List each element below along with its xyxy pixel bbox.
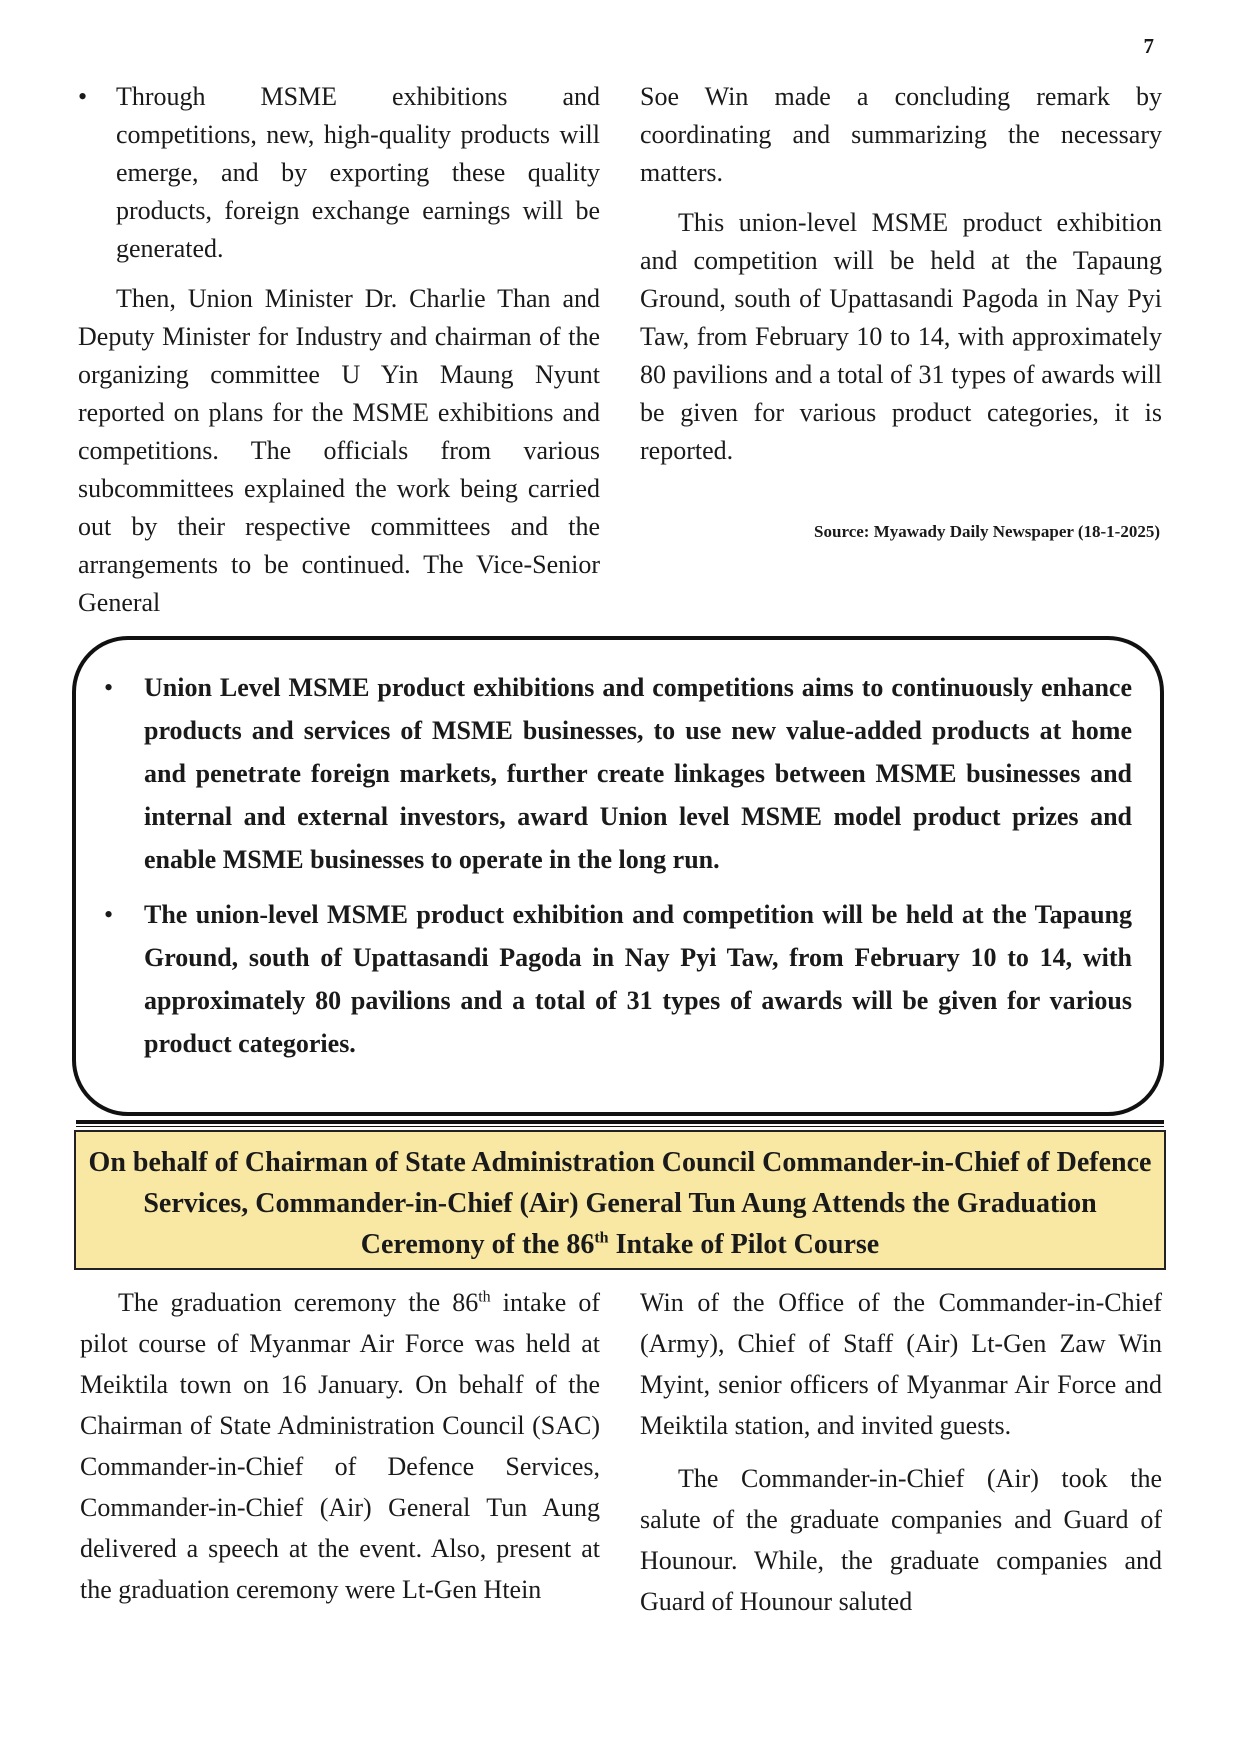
paragraph-text-cont: intake of pilot course of Myanmar Air Force was held at Meiktila town on 16 January. On behalf of the Chairman of State Administration Council (SAC) Commander-in-Chief of Defence Services, Commander-in-Chief (Air) General Tun Aung delivered a speech at the event. Also, present at the graduation ceremony were Lt-Gen Htein <box>80 1288 601 1604</box>
body-paragraph: The Commander-in-Chief (Air) took the salute of the graduate companies and Guard of Hounour. While, the graduate companies and Guard of Hounour saluted <box>640 1464 1162 1616</box>
source-citation: Source: Myawady Daily Newspaper (18-1-2025) <box>814 522 1160 541</box>
body-paragraph <box>80 1282 600 1610</box>
continuation-paragraph: Win of the Office of the Commander-in-Chief (Army), Chief of Staff (Air) Lt-Gen Zaw Win Myint, senior officers of Myanmar Air Force and Meiktila station, and invited guests. <box>640 1288 1162 1440</box>
section-divider-thin <box>76 1126 1164 1127</box>
article-left-column <box>80 1282 600 1610</box>
callout-bullet: • The union-level MSME product exhibition and competition will be held at the Tapaung Ground, south of Upattasandi Pagoda in Nay Pyi Taw, from February 10 to 14, with approximately 80 pavilions and a total of 31 types of awards will be given for various product categories. <box>104 893 1132 1065</box>
summary-callout-box <box>72 636 1164 1116</box>
article-right-column <box>640 1282 1162 1622</box>
headline-superscript: th <box>594 1229 609 1247</box>
body-paragraph: Then, Union Minister Dr. Charlie Than and Deputy Minister for Industry and chairman of the organizing committee U Yin Maung Nyunt reported on plans for the MSME exhibitions and competitions. The officials from various subcommittees explained the work being carried out by their respective committees and the arrangements to be continued. The Vice-Senior General <box>78 284 600 617</box>
paragraph-text: The graduation ceremony the 86 <box>118 1288 479 1317</box>
page-number: 7 <box>1143 34 1154 58</box>
top-right-column <box>640 78 1162 470</box>
callout-list <box>104 666 1132 1065</box>
article-headline <box>74 1130 1166 1270</box>
section-divider-thick <box>76 1120 1164 1124</box>
ordinal-superscript: th <box>478 1288 491 1306</box>
bullet-paragraph: • Through MSME exhibitions and competitions, new, high-quality products will emerge, and by exporting these quality products, foreign exchange earnings will be generated. <box>78 78 600 268</box>
headline-text: On behalf of Chairman of State Administration Council Commander-in-Chief of Defence Services, Commander-in-Chief (Air) General Tun Aung Attends the Graduation Ceremony of the 86 <box>88 1147 1152 1260</box>
top-left-column <box>78 78 600 622</box>
headline-text-end: Intake of Pilot Course <box>608 1229 880 1260</box>
callout-bullet: • Union Level MSME product exhibitions and competitions aims to continuously enhance products and services of MSME businesses, to use new value-added products at home and penetrate foreign markets, further create linkages between MSME businesses and internal and external investors, award Union level MSME model product prizes and enable MSME businesses to operate in the long run. <box>104 666 1132 881</box>
body-paragraph: This union-level MSME product exhibition and competition will be held at the Tapaung Ground, south of Upattasandi Pagoda in Nay Pyi Taw, from February 10 to 14, with approximately 80 pavilions and a total of 31 types of awards will be given for various product categories, it is reported. <box>640 208 1162 465</box>
continuation-paragraph: Soe Win made a concluding remark by coordinating and summarizing the necessary matters. <box>640 82 1162 187</box>
